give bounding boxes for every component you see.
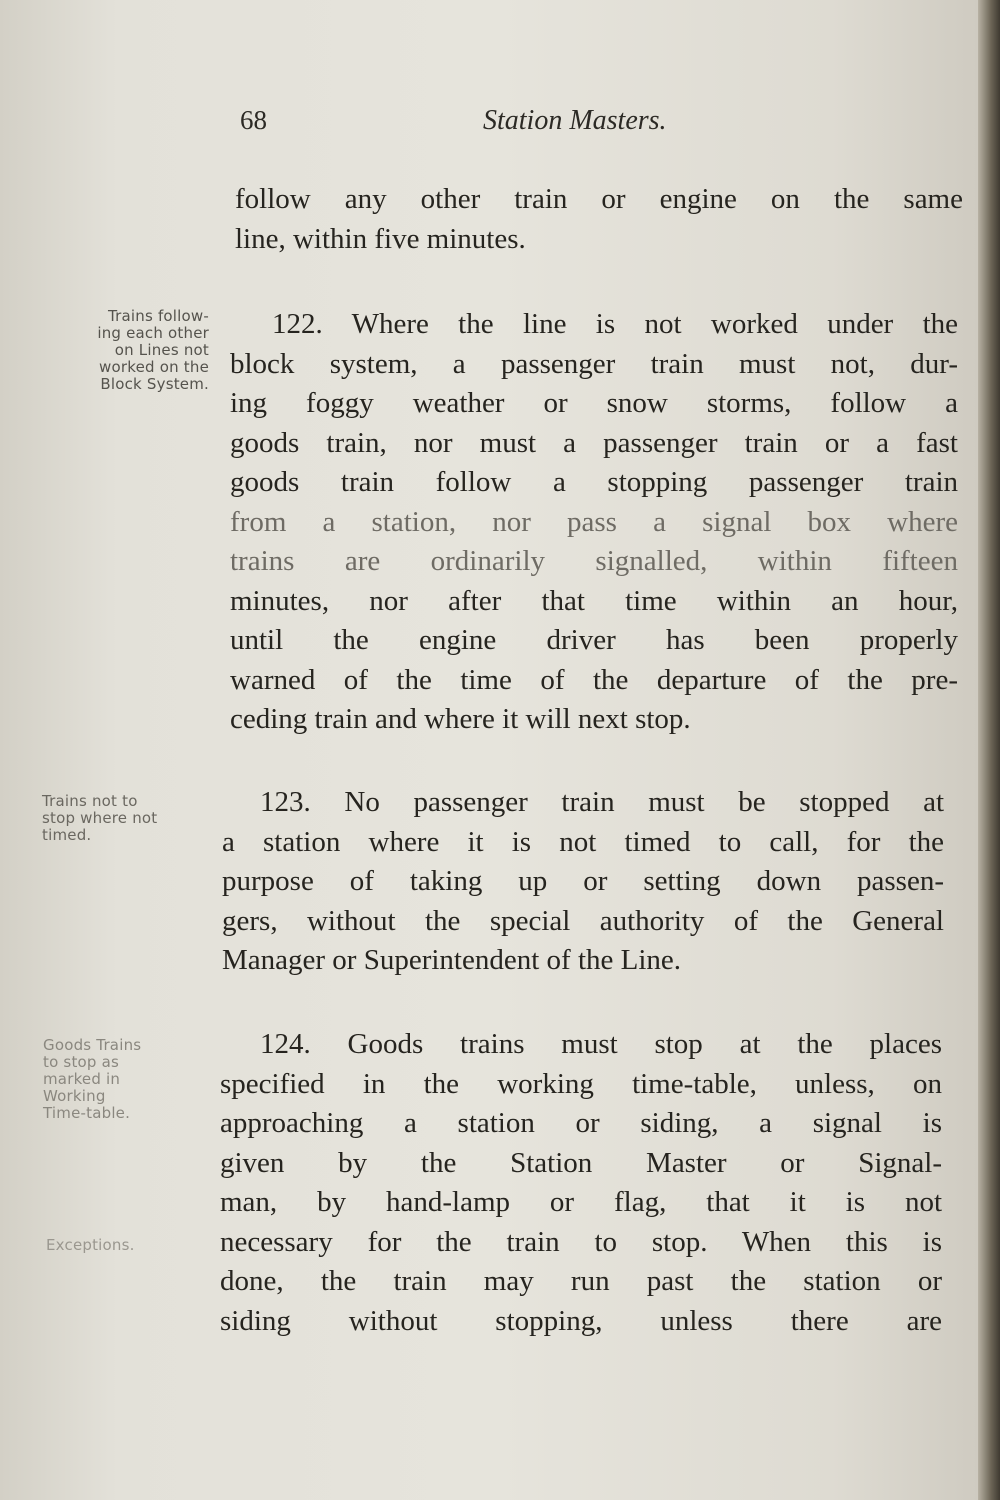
margin-note-line: Block System. xyxy=(100,375,209,393)
text-line: warned of the time of the departure of the pre- xyxy=(230,663,958,696)
margin-note-line: on Lines not xyxy=(114,341,209,359)
text-line: done, the train may run past the station or xyxy=(220,1265,942,1297)
text-line: Manager or Superintendent of the Line. xyxy=(222,944,682,976)
text-line: given by the Station Master or Signal- xyxy=(220,1146,942,1179)
text-line: from a station, nor pass a signal box where xyxy=(230,505,958,538)
text-line: siding without stopping, unless there are xyxy=(220,1304,942,1337)
margin-note-line: Trains follow- xyxy=(107,307,209,325)
page-number: 68 xyxy=(240,105,267,135)
margin-note-line: Exceptions. xyxy=(46,1236,135,1254)
rule-124-paragraph xyxy=(220,1025,942,1341)
text-line: approaching a station or siding, a signal is xyxy=(220,1107,942,1139)
text-line: goods train, nor must a passenger train or a fast xyxy=(230,426,958,459)
margin-note-rule-122 xyxy=(52,308,209,393)
text-line: trains are ordinarily signalled, within fifteen xyxy=(230,545,958,577)
rule-123-paragraph xyxy=(222,783,944,981)
text-line: a station where it is not timed to call, for the xyxy=(222,825,944,858)
text-line: ing foggy weather or snow storms, follow a xyxy=(230,387,958,419)
text-line: 123. No passenger train must be stopped at xyxy=(260,786,944,818)
margin-note-line: Time-table. xyxy=(43,1104,131,1122)
text-line: necessary for the train to stop. When this is xyxy=(220,1225,942,1258)
margin-note-line: Working xyxy=(43,1087,106,1105)
text-line: man, by hand-lamp or flag, that it is not xyxy=(220,1186,942,1218)
page-edge xyxy=(978,0,1000,1500)
text-line: 124. Goods trains must stop at the places xyxy=(260,1028,942,1060)
text-line: gers, without the special authority of the General xyxy=(222,904,944,937)
margin-note-line: Goods Trains xyxy=(43,1036,142,1054)
rule-122-paragraph xyxy=(230,305,958,740)
text-line: purpose of taking up or setting down passen- xyxy=(222,865,944,897)
text-line: ceding train and where it will next stop. xyxy=(230,703,691,735)
text-line: specified in the working time-table, unless, on xyxy=(220,1067,942,1100)
text-line: 122. Where the line is not worked under the xyxy=(272,308,958,340)
margin-note-line: ing each other xyxy=(97,324,209,342)
running-title: Station Masters. xyxy=(483,105,667,136)
text-line: minutes, nor after that time within an hour, xyxy=(230,584,958,617)
margin-note-rule-124 xyxy=(43,1037,183,1122)
text-line: follow any other train or engine on the same xyxy=(235,183,963,215)
margin-note-line: Trains not to xyxy=(42,792,138,810)
margin-note-line: stop where not xyxy=(42,809,158,827)
margin-note-line: worked on the xyxy=(99,358,209,376)
text-line: until the engine driver has been properly xyxy=(230,624,958,656)
margin-note-line: to stop as xyxy=(43,1053,119,1071)
text-line: block system, a passenger train must not, dur- xyxy=(230,347,958,380)
text-line: goods train follow a stopping passenger train xyxy=(230,466,958,498)
text-line: line, within five minutes. xyxy=(235,222,526,255)
margin-note-line: marked in xyxy=(43,1070,121,1088)
page-header xyxy=(0,105,1000,145)
margin-note-rule-123 xyxy=(42,793,207,844)
margin-note-line: timed. xyxy=(42,826,92,844)
margin-note-exceptions xyxy=(46,1237,135,1254)
continuation-paragraph xyxy=(235,180,963,259)
